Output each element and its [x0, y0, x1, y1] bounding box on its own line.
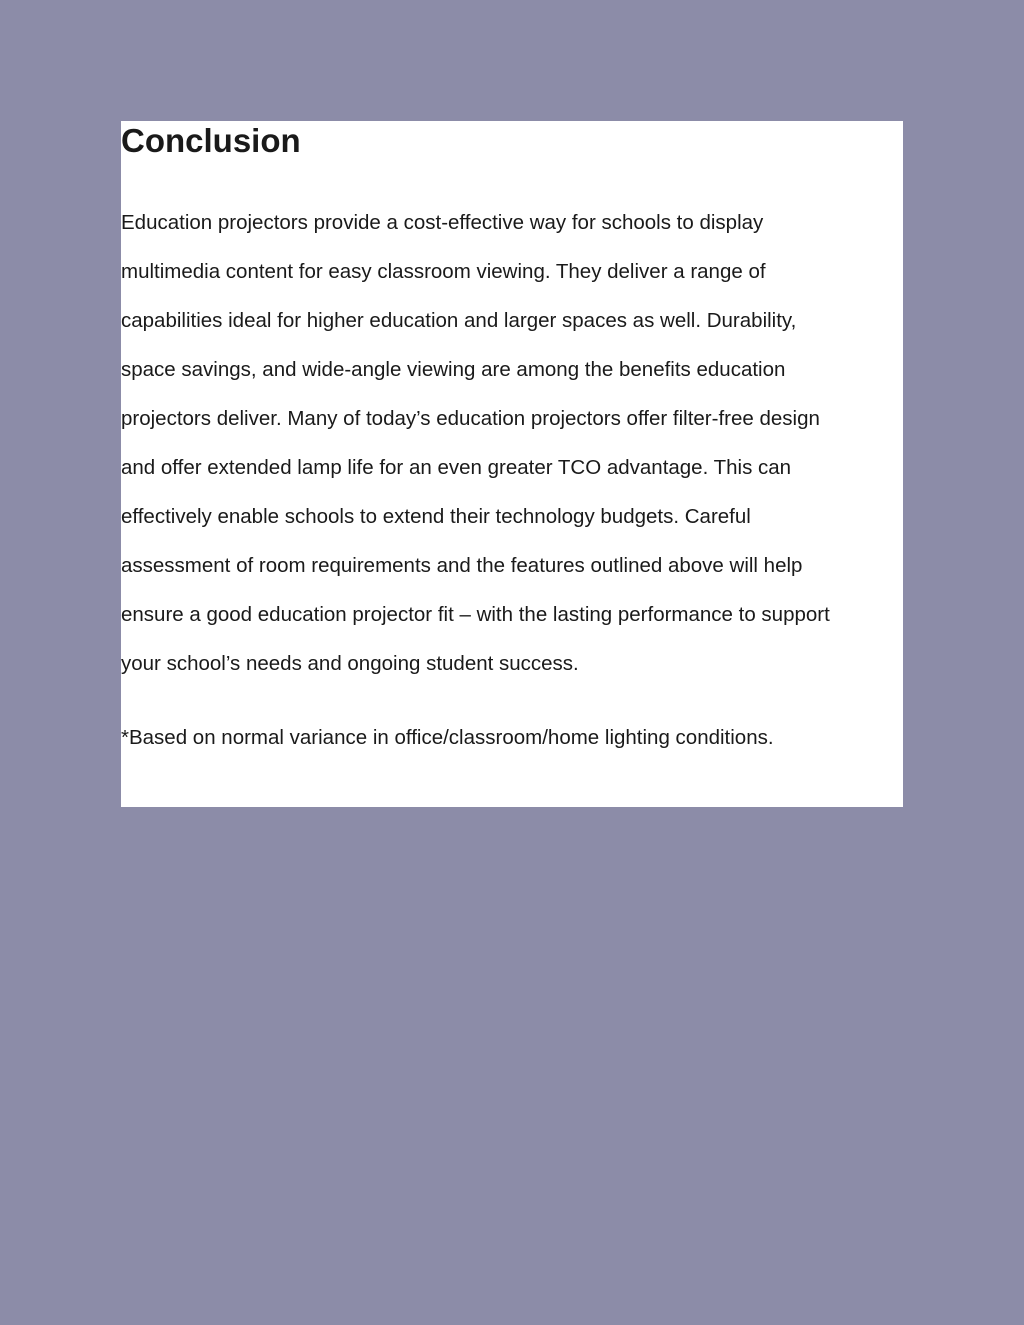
paragraph-line: ensure a good education projector fit – with the lasting performance to support — [121, 603, 830, 626]
content-panel — [121, 121, 903, 807]
paragraph-line: capabilities ideal for higher education and larger spaces as well. Durability, — [121, 309, 797, 332]
paragraph-line: multimedia content for easy classroom viewing. They deliver a range of — [121, 260, 766, 283]
paragraph-line: projectors deliver. Many of today’s education projectors offer filter-free design — [121, 407, 820, 430]
paragraph-line: effectively enable schools to extend their technology budgets. Careful — [121, 505, 751, 528]
paragraph-line: Education projectors provide a cost-effective way for schools to display — [121, 211, 764, 234]
paragraph-line: space savings, and wide-angle viewing are among the benefits education — [121, 358, 786, 381]
paragraph-line: assessment of room requirements and the features outlined above will help — [121, 554, 803, 577]
paragraph-line: and offer extended lamp life for an even greater TCO advantage. This can — [121, 456, 792, 479]
paragraph-line: your school’s needs and ongoing student success. — [121, 652, 579, 675]
footnote: *Based on normal variance in office/classroom/home lighting conditions. — [121, 726, 774, 749]
section-heading: Conclusion — [121, 122, 301, 159]
conclusion-paragraph — [121, 198, 903, 688]
